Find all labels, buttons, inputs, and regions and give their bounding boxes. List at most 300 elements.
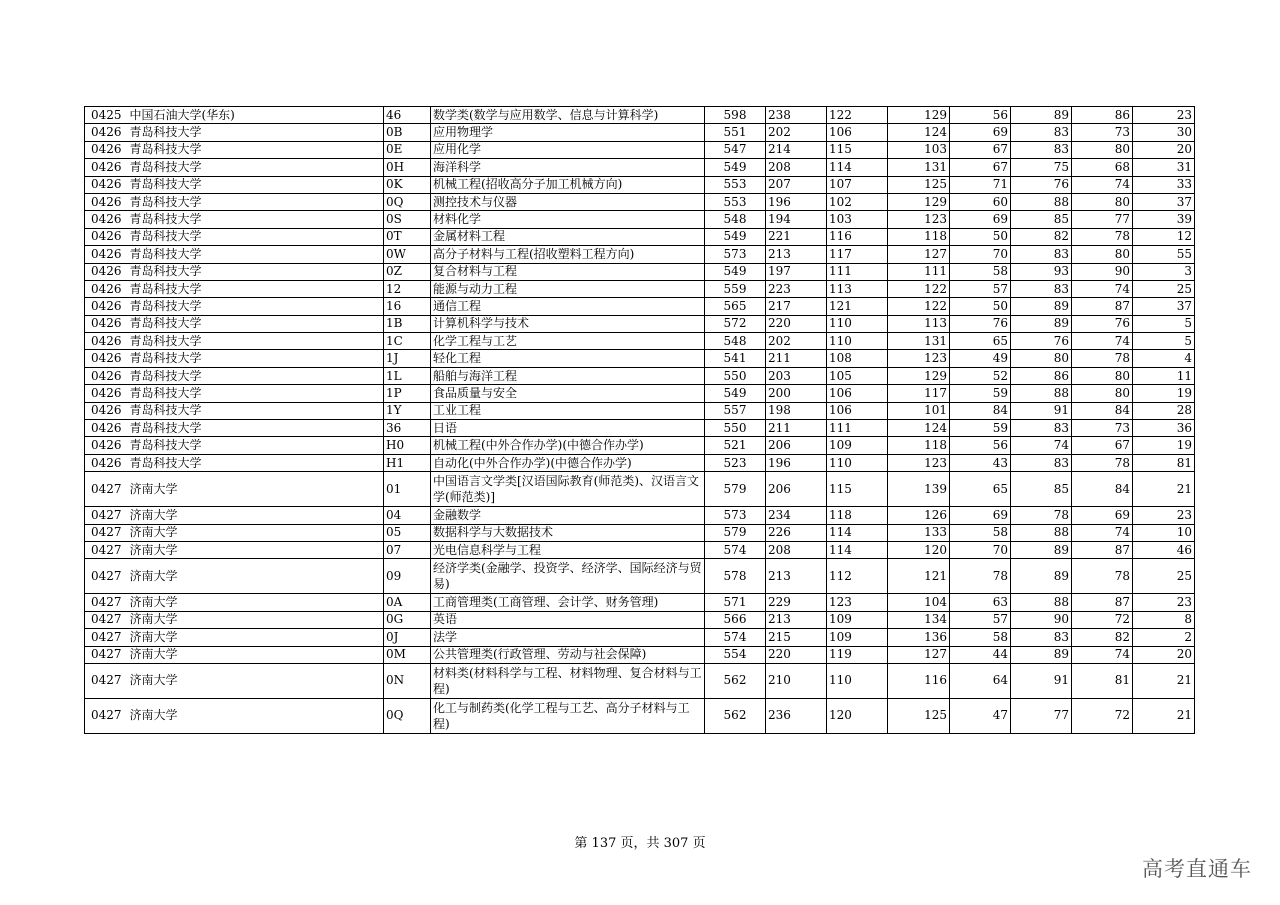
cell-school-code: 0427 xyxy=(85,541,129,558)
cell-major-name: 能源与动力工程 xyxy=(431,280,705,297)
cell-col-6: 196 xyxy=(766,193,827,210)
cell-school-code: 0426 xyxy=(85,420,129,437)
cell-col-9: 84 xyxy=(950,402,1011,419)
cell-col-6: 220 xyxy=(766,315,827,332)
cell-col-7: 123 xyxy=(827,594,888,611)
table-row xyxy=(85,611,1195,628)
cell-col-11: 74 xyxy=(1072,524,1133,541)
cell-col-12: 5 xyxy=(1133,333,1195,350)
cell-school-code: 0426 xyxy=(85,315,129,332)
cell-col-6: 194 xyxy=(766,211,827,228)
cell-major-name: 高分子材料与工程(招收塑料工程方向) xyxy=(431,246,705,263)
cell-school-code: 0427 xyxy=(85,594,129,611)
cell-col-7: 114 xyxy=(827,541,888,558)
cell-major-code: 0S xyxy=(384,211,431,228)
cell-school-name: 中国石油大学(华东) xyxy=(129,107,384,124)
cell-col-10: 83 xyxy=(1011,280,1072,297)
cell-col-8: 111 xyxy=(888,263,950,280)
cell-col-7: 105 xyxy=(827,367,888,384)
cell-school-name: 青岛科技大学 xyxy=(129,228,384,245)
table-row xyxy=(85,367,1195,384)
cell-col-8: 127 xyxy=(888,246,950,263)
cell-col-8: 125 xyxy=(888,176,950,193)
cell-col-10: 76 xyxy=(1011,333,1072,350)
table-row xyxy=(85,437,1195,454)
cell-col-5: 573 xyxy=(705,507,766,524)
table-row xyxy=(85,246,1195,263)
cell-col-7: 106 xyxy=(827,402,888,419)
cell-col-9: 69 xyxy=(950,507,1011,524)
cell-major-name: 中国语言文学类[汉语国际教育(师范类)、汉语言文学(师范类)] xyxy=(431,472,705,507)
table-row xyxy=(85,402,1195,419)
cell-col-11: 84 xyxy=(1072,402,1133,419)
cell-school-code: 0426 xyxy=(85,228,129,245)
cell-col-12: 25 xyxy=(1133,280,1195,297)
cell-col-8: 123 xyxy=(888,211,950,228)
cell-col-12: 23 xyxy=(1133,507,1195,524)
cell-col-10: 93 xyxy=(1011,263,1072,280)
cell-col-10: 83 xyxy=(1011,420,1072,437)
cell-col-12: 10 xyxy=(1133,524,1195,541)
cell-school-code: 0426 xyxy=(85,211,129,228)
cell-school-code: 0427 xyxy=(85,663,129,698)
cell-school-name: 济南大学 xyxy=(129,541,384,558)
table-row xyxy=(85,646,1195,663)
cell-col-5: 551 xyxy=(705,124,766,141)
cell-col-12: 55 xyxy=(1133,246,1195,263)
cell-major-name: 材料化学 xyxy=(431,211,705,228)
cell-col-5: 573 xyxy=(705,246,766,263)
cell-col-11: 80 xyxy=(1072,367,1133,384)
cell-col-8: 101 xyxy=(888,402,950,419)
cell-col-8: 139 xyxy=(888,472,950,507)
cell-col-8: 129 xyxy=(888,193,950,210)
cell-col-12: 12 xyxy=(1133,228,1195,245)
cell-col-8: 136 xyxy=(888,629,950,646)
cell-col-12: 20 xyxy=(1133,141,1195,158)
cell-major-code: 1L xyxy=(384,367,431,384)
cell-col-10: 77 xyxy=(1011,698,1072,733)
cell-col-5: 550 xyxy=(705,420,766,437)
cell-col-12: 37 xyxy=(1133,298,1195,315)
cell-col-7: 110 xyxy=(827,454,888,471)
cell-col-7: 111 xyxy=(827,420,888,437)
cell-col-10: 83 xyxy=(1011,141,1072,158)
cell-col-12: 23 xyxy=(1133,107,1195,124)
cell-col-6: 206 xyxy=(766,437,827,454)
cell-col-9: 49 xyxy=(950,350,1011,367)
cell-major-code: 1P xyxy=(384,385,431,402)
cell-col-10: 89 xyxy=(1011,559,1072,594)
cell-col-5: 547 xyxy=(705,141,766,158)
cell-col-9: 58 xyxy=(950,629,1011,646)
cell-major-name: 英语 xyxy=(431,611,705,628)
cell-col-7: 109 xyxy=(827,629,888,646)
cell-col-9: 76 xyxy=(950,315,1011,332)
cell-col-12: 11 xyxy=(1133,367,1195,384)
cell-col-12: 46 xyxy=(1133,541,1195,558)
cell-col-11: 78 xyxy=(1072,228,1133,245)
cell-col-12: 3 xyxy=(1133,263,1195,280)
cell-col-5: 553 xyxy=(705,193,766,210)
cell-school-name: 青岛科技大学 xyxy=(129,402,384,419)
cell-col-6: 198 xyxy=(766,402,827,419)
cell-school-code: 0426 xyxy=(85,402,129,419)
cell-col-9: 44 xyxy=(950,646,1011,663)
cell-col-8: 129 xyxy=(888,107,950,124)
cell-col-6: 229 xyxy=(766,594,827,611)
cell-col-8: 123 xyxy=(888,350,950,367)
table-row xyxy=(85,629,1195,646)
table-row xyxy=(85,211,1195,228)
cell-col-8: 127 xyxy=(888,646,950,663)
cell-school-name: 青岛科技大学 xyxy=(129,437,384,454)
cell-major-code: 0W xyxy=(384,246,431,263)
cell-school-code: 0426 xyxy=(85,454,129,471)
cell-major-code: 0E xyxy=(384,141,431,158)
cell-col-9: 56 xyxy=(950,437,1011,454)
cell-major-code: 0G xyxy=(384,611,431,628)
table-row xyxy=(85,524,1195,541)
cell-major-code: H1 xyxy=(384,454,431,471)
cell-col-10: 89 xyxy=(1011,541,1072,558)
cell-major-code: 0J xyxy=(384,629,431,646)
cell-col-11: 72 xyxy=(1072,611,1133,628)
cell-col-8: 125 xyxy=(888,698,950,733)
cell-major-name: 海洋科学 xyxy=(431,159,705,176)
cell-col-9: 65 xyxy=(950,333,1011,350)
table-row xyxy=(85,541,1195,558)
cell-col-5: 549 xyxy=(705,228,766,245)
cell-col-11: 78 xyxy=(1072,350,1133,367)
cell-school-name: 青岛科技大学 xyxy=(129,159,384,176)
cell-col-12: 8 xyxy=(1133,611,1195,628)
table-row xyxy=(85,176,1195,193)
cell-col-6: 203 xyxy=(766,367,827,384)
cell-col-10: 74 xyxy=(1011,437,1072,454)
cell-col-6: 207 xyxy=(766,176,827,193)
cell-col-7: 114 xyxy=(827,524,888,541)
cell-major-name: 公共管理类(行政管理、劳动与社会保障) xyxy=(431,646,705,663)
cell-major-code: 0K xyxy=(384,176,431,193)
cell-major-name: 计算机科学与技术 xyxy=(431,315,705,332)
cell-col-9: 63 xyxy=(950,594,1011,611)
cell-school-code: 0427 xyxy=(85,646,129,663)
cell-school-name: 青岛科技大学 xyxy=(129,333,384,350)
cell-col-11: 84 xyxy=(1072,472,1133,507)
cell-major-name: 工业工程 xyxy=(431,402,705,419)
cell-col-11: 74 xyxy=(1072,646,1133,663)
cell-col-10: 86 xyxy=(1011,367,1072,384)
cell-col-11: 78 xyxy=(1072,559,1133,594)
cell-major-code: 36 xyxy=(384,420,431,437)
table-row xyxy=(85,594,1195,611)
cell-col-7: 113 xyxy=(827,280,888,297)
cell-col-6: 223 xyxy=(766,280,827,297)
cell-col-9: 67 xyxy=(950,159,1011,176)
cell-col-8: 122 xyxy=(888,298,950,315)
cell-col-6: 213 xyxy=(766,246,827,263)
cell-col-11: 74 xyxy=(1072,333,1133,350)
cell-col-10: 76 xyxy=(1011,176,1072,193)
cell-col-9: 69 xyxy=(950,124,1011,141)
cell-col-9: 57 xyxy=(950,611,1011,628)
cell-school-code: 0427 xyxy=(85,472,129,507)
cell-major-name: 机械工程(中外合作办学)(中德合作办学) xyxy=(431,437,705,454)
cell-major-name: 数据科学与大数据技术 xyxy=(431,524,705,541)
cell-col-5: 557 xyxy=(705,402,766,419)
table-row xyxy=(85,333,1195,350)
cell-major-code: 0T xyxy=(384,228,431,245)
cell-col-5: 565 xyxy=(705,298,766,315)
cell-col-5: 554 xyxy=(705,646,766,663)
cell-school-code: 0426 xyxy=(85,176,129,193)
cell-school-name: 青岛科技大学 xyxy=(129,315,384,332)
cell-school-name: 青岛科技大学 xyxy=(129,176,384,193)
cell-col-5: 549 xyxy=(705,263,766,280)
cell-school-name: 青岛科技大学 xyxy=(129,454,384,471)
cell-col-10: 83 xyxy=(1011,454,1072,471)
cell-col-12: 19 xyxy=(1133,385,1195,402)
cell-col-7: 116 xyxy=(827,228,888,245)
cell-col-10: 89 xyxy=(1011,646,1072,663)
cell-col-10: 88 xyxy=(1011,524,1072,541)
cell-major-name: 金融数学 xyxy=(431,507,705,524)
cell-col-12: 81 xyxy=(1133,454,1195,471)
cell-col-8: 134 xyxy=(888,611,950,628)
cell-col-7: 110 xyxy=(827,663,888,698)
cell-major-name: 船舶与海洋工程 xyxy=(431,367,705,384)
cell-col-9: 47 xyxy=(950,698,1011,733)
cell-major-code: 09 xyxy=(384,559,431,594)
watermark-logo: 高考直通车 xyxy=(1142,857,1252,881)
cell-col-10: 82 xyxy=(1011,228,1072,245)
cell-col-9: 64 xyxy=(950,663,1011,698)
cell-col-6: 220 xyxy=(766,646,827,663)
cell-col-5: 562 xyxy=(705,698,766,733)
cell-major-code: H0 xyxy=(384,437,431,454)
cell-col-9: 57 xyxy=(950,280,1011,297)
score-table xyxy=(84,106,1195,734)
cell-col-5: 523 xyxy=(705,454,766,471)
cell-col-9: 58 xyxy=(950,263,1011,280)
cell-col-11: 76 xyxy=(1072,315,1133,332)
cell-major-name: 金属材料工程 xyxy=(431,228,705,245)
cell-major-name: 复合材料与工程 xyxy=(431,263,705,280)
cell-major-code: 0Q xyxy=(384,698,431,733)
cell-school-code: 0426 xyxy=(85,280,129,297)
cell-col-6: 202 xyxy=(766,124,827,141)
cell-school-code: 0426 xyxy=(85,141,129,158)
cell-col-7: 107 xyxy=(827,176,888,193)
cell-col-10: 83 xyxy=(1011,124,1072,141)
table-row xyxy=(85,141,1195,158)
cell-col-11: 87 xyxy=(1072,298,1133,315)
cell-major-code: 0A xyxy=(384,594,431,611)
cell-school-name: 济南大学 xyxy=(129,698,384,733)
cell-col-9: 50 xyxy=(950,228,1011,245)
cell-col-11: 90 xyxy=(1072,263,1133,280)
cell-school-code: 0426 xyxy=(85,246,129,263)
cell-col-10: 83 xyxy=(1011,629,1072,646)
cell-col-12: 30 xyxy=(1133,124,1195,141)
cell-col-5: 521 xyxy=(705,437,766,454)
cell-col-9: 69 xyxy=(950,211,1011,228)
cell-col-10: 89 xyxy=(1011,298,1072,315)
cell-col-11: 87 xyxy=(1072,541,1133,558)
cell-school-code: 0427 xyxy=(85,524,129,541)
table-row xyxy=(85,228,1195,245)
cell-col-6: 196 xyxy=(766,454,827,471)
cell-col-5: 549 xyxy=(705,159,766,176)
cell-col-12: 39 xyxy=(1133,211,1195,228)
cell-school-code: 0427 xyxy=(85,611,129,628)
cell-col-11: 73 xyxy=(1072,124,1133,141)
cell-major-code: 0B xyxy=(384,124,431,141)
cell-col-8: 131 xyxy=(888,159,950,176)
cell-col-12: 4 xyxy=(1133,350,1195,367)
cell-major-name: 材料类(材料科学与工程、材料物理、复合材料与工程) xyxy=(431,663,705,698)
cell-major-name: 机械工程(招收高分子加工机械方向) xyxy=(431,176,705,193)
cell-col-8: 123 xyxy=(888,454,950,471)
cell-col-8: 133 xyxy=(888,524,950,541)
cell-major-code: 04 xyxy=(384,507,431,524)
cell-col-5: 579 xyxy=(705,472,766,507)
cell-col-11: 82 xyxy=(1072,629,1133,646)
cell-major-name: 法学 xyxy=(431,629,705,646)
cell-col-12: 25 xyxy=(1133,559,1195,594)
cell-col-8: 121 xyxy=(888,559,950,594)
cell-col-12: 28 xyxy=(1133,402,1195,419)
cell-col-5: 579 xyxy=(705,524,766,541)
cell-col-7: 114 xyxy=(827,159,888,176)
cell-school-code: 0426 xyxy=(85,367,129,384)
cell-col-6: 236 xyxy=(766,698,827,733)
cell-col-12: 36 xyxy=(1133,420,1195,437)
cell-school-code: 0426 xyxy=(85,159,129,176)
cell-col-8: 120 xyxy=(888,541,950,558)
cell-school-code: 0426 xyxy=(85,350,129,367)
cell-major-code: 1Y xyxy=(384,402,431,419)
cell-col-10: 91 xyxy=(1011,663,1072,698)
cell-col-7: 110 xyxy=(827,333,888,350)
cell-col-11: 87 xyxy=(1072,594,1133,611)
cell-col-5: 550 xyxy=(705,367,766,384)
cell-col-6: 208 xyxy=(766,159,827,176)
cell-col-6: 226 xyxy=(766,524,827,541)
cell-school-code: 0425 xyxy=(85,107,129,124)
table-row xyxy=(85,559,1195,594)
cell-col-7: 108 xyxy=(827,350,888,367)
table-row xyxy=(85,663,1195,698)
cell-col-8: 118 xyxy=(888,228,950,245)
cell-col-8: 116 xyxy=(888,663,950,698)
cell-col-9: 43 xyxy=(950,454,1011,471)
cell-major-code: 1B xyxy=(384,315,431,332)
cell-col-12: 33 xyxy=(1133,176,1195,193)
cell-col-9: 58 xyxy=(950,524,1011,541)
cell-school-code: 0426 xyxy=(85,437,129,454)
cell-col-12: 21 xyxy=(1133,663,1195,698)
cell-col-12: 21 xyxy=(1133,472,1195,507)
cell-school-code: 0427 xyxy=(85,629,129,646)
cell-school-name: 济南大学 xyxy=(129,611,384,628)
cell-col-8: 104 xyxy=(888,594,950,611)
cell-major-code: 0M xyxy=(384,646,431,663)
cell-major-name: 通信工程 xyxy=(431,298,705,315)
cell-major-name: 工商管理类(工商管理、会计学、财务管理) xyxy=(431,594,705,611)
table-row xyxy=(85,315,1195,332)
cell-col-5: 598 xyxy=(705,107,766,124)
cell-col-9: 59 xyxy=(950,385,1011,402)
cell-col-8: 103 xyxy=(888,141,950,158)
cell-school-name: 青岛科技大学 xyxy=(129,350,384,367)
cell-col-9: 59 xyxy=(950,420,1011,437)
cell-col-8: 129 xyxy=(888,367,950,384)
cell-col-5: 548 xyxy=(705,333,766,350)
cell-school-name: 青岛科技大学 xyxy=(129,124,384,141)
cell-school-name: 济南大学 xyxy=(129,663,384,698)
cell-col-12: 20 xyxy=(1133,646,1195,663)
cell-col-8: 122 xyxy=(888,280,950,297)
cell-school-name: 青岛科技大学 xyxy=(129,367,384,384)
cell-school-code: 0426 xyxy=(85,333,129,350)
cell-school-name: 青岛科技大学 xyxy=(129,193,384,210)
cell-school-code: 0426 xyxy=(85,124,129,141)
cell-major-name: 数学类(数学与应用数学、信息与计算科学) xyxy=(431,107,705,124)
cell-col-6: 206 xyxy=(766,472,827,507)
cell-col-9: 60 xyxy=(950,193,1011,210)
cell-col-11: 80 xyxy=(1072,141,1133,158)
cell-col-5: 562 xyxy=(705,663,766,698)
cell-school-name: 济南大学 xyxy=(129,629,384,646)
cell-col-7: 117 xyxy=(827,246,888,263)
table-row xyxy=(85,507,1195,524)
cell-school-name: 济南大学 xyxy=(129,646,384,663)
cell-col-5: 574 xyxy=(705,541,766,558)
cell-major-code: 05 xyxy=(384,524,431,541)
cell-major-name: 自动化(中外合作办学)(中德合作办学) xyxy=(431,454,705,471)
cell-col-11: 74 xyxy=(1072,280,1133,297)
cell-col-7: 115 xyxy=(827,472,888,507)
table-row xyxy=(85,350,1195,367)
table-row xyxy=(85,472,1195,507)
cell-col-9: 70 xyxy=(950,541,1011,558)
cell-col-9: 67 xyxy=(950,141,1011,158)
table-row xyxy=(85,159,1195,176)
cell-col-5: 559 xyxy=(705,280,766,297)
cell-col-8: 126 xyxy=(888,507,950,524)
cell-col-5: 549 xyxy=(705,385,766,402)
cell-col-11: 77 xyxy=(1072,211,1133,228)
cell-school-name: 济南大学 xyxy=(129,524,384,541)
cell-school-name: 青岛科技大学 xyxy=(129,246,384,263)
cell-col-10: 90 xyxy=(1011,611,1072,628)
cell-school-name: 济南大学 xyxy=(129,559,384,594)
cell-major-name: 光电信息科学与工程 xyxy=(431,541,705,558)
cell-major-name: 应用物理学 xyxy=(431,124,705,141)
cell-major-name: 经济学类(金融学、投资学、经济学、国际经济与贸易) xyxy=(431,559,705,594)
cell-col-12: 37 xyxy=(1133,193,1195,210)
cell-col-7: 122 xyxy=(827,107,888,124)
cell-major-code: 0Z xyxy=(384,263,431,280)
cell-col-11: 72 xyxy=(1072,698,1133,733)
cell-col-7: 109 xyxy=(827,437,888,454)
cell-col-6: 213 xyxy=(766,611,827,628)
cell-school-code: 0426 xyxy=(85,193,129,210)
cell-col-11: 67 xyxy=(1072,437,1133,454)
cell-col-8: 117 xyxy=(888,385,950,402)
